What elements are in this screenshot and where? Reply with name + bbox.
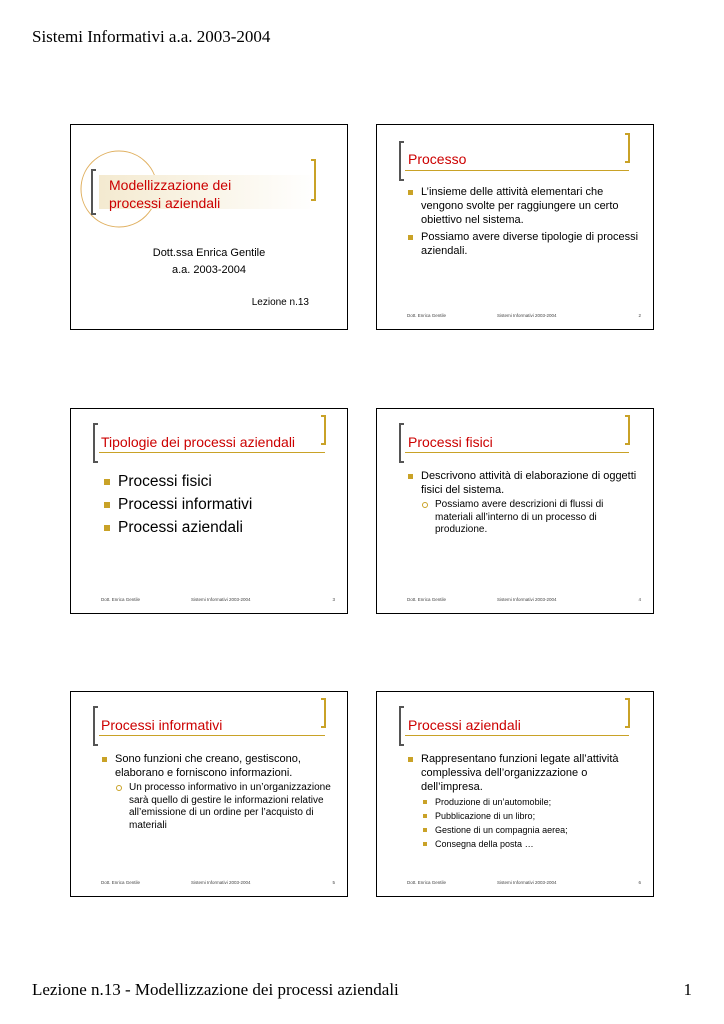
- academic-year: a.a. 2003-2004: [171, 264, 246, 276]
- footer-author: Dott. Enrica Gentile: [407, 313, 447, 318]
- sub-list: [421, 499, 641, 537]
- slide-title: Processi aziendali: [408, 717, 521, 733]
- slide-title: Processo: [408, 151, 467, 167]
- left-bracket: [399, 423, 404, 463]
- list-item: Rappresentano funzioni legate all’attività complessiva dell’organizzazione o dell’impresa. Produzione di un’automobile; Pubblicazione di un libro; Gestione di un compagnia aerea; Consegna della posta …: [407, 752, 641, 851]
- list-item: Processi informativi: [103, 494, 333, 515]
- bullet-circle-icon: [116, 785, 122, 791]
- footer-course: Sistemi Informativi 2003-2004: [497, 313, 557, 318]
- page-number: 1: [683, 980, 692, 999]
- slide-4: [376, 408, 654, 614]
- footer-page-number: 3: [332, 597, 335, 602]
- left-bracket: [93, 706, 98, 746]
- bullet-square-icon: [102, 757, 107, 762]
- slide-footer: [101, 880, 335, 888]
- title-underline: [99, 452, 325, 453]
- slide-title: Processi informativi: [101, 717, 223, 733]
- bullet-square-icon: [104, 479, 110, 485]
- footer-author: Dott. Enrica Gentile: [407, 597, 447, 602]
- footer-author: Dott. Enrica Gentile: [101, 597, 141, 602]
- right-bracket: [625, 698, 630, 728]
- bullet-list: [103, 471, 333, 540]
- sub-list-item: Un processo informativo in un’organizzazione sarà quello di gestire le informazioni relative all’emissione di un ordine per l’acquisto di materiali: [115, 782, 335, 832]
- sub-list-item: Gestione di un compagnia aerea;: [421, 824, 641, 837]
- bullet-square-icon: [104, 502, 110, 508]
- left-bracket: [399, 141, 404, 181]
- footer-page-number: 6: [638, 880, 641, 885]
- bullet-square-icon: [423, 800, 427, 804]
- right-bracket: [321, 415, 326, 445]
- bullet-square-icon: [408, 235, 413, 240]
- footer-page-number: 4: [638, 597, 641, 602]
- footer-page-number: 5: [332, 880, 335, 885]
- footer-course: Sistemi Informativi 2003-2004: [497, 597, 557, 602]
- bullet-square-icon: [408, 757, 413, 762]
- title-underline: [99, 735, 325, 736]
- slide-5: [70, 691, 348, 897]
- slide-2: [376, 124, 654, 330]
- right-bracket: [311, 159, 316, 201]
- bullet-square-icon: [423, 828, 427, 832]
- list-item: Processi aziendali: [103, 517, 333, 538]
- list-item: Processi fisici: [103, 471, 333, 492]
- slide-3: [70, 408, 348, 614]
- slide-title: Processi fisici: [408, 434, 493, 450]
- bullet-list: [101, 752, 335, 835]
- footer-author: Dott. Enrica Gentile: [407, 880, 447, 885]
- list-item: Descrivono attività di elaborazione di oggetti fisici del sistema. Possiamo avere descrizioni di flussi di materiali all’interno di un processo di produzione.: [407, 469, 641, 537]
- right-bracket: [321, 698, 326, 728]
- list-item: L’insieme delle attività elementari che vengono svolte per raggiungere un certo obiettivo nel sistema.: [407, 185, 639, 227]
- page-footer: Lezione n.13 - Modellizzazione dei processi aziendali: [32, 980, 399, 999]
- bullet-square-icon: [104, 525, 110, 531]
- bullet-square-icon: [408, 474, 413, 479]
- slide-title-line1: Modellizzazione dei: [109, 177, 232, 193]
- slide-footer: [407, 880, 641, 888]
- slide-footer: [407, 597, 641, 605]
- slide-footer: [101, 597, 335, 605]
- footer-course: Sistemi Informativi 2003-2004: [191, 597, 251, 602]
- footer-page-number: 2: [638, 313, 641, 318]
- slide-footer: [407, 313, 641, 321]
- bullet-square-icon: [408, 190, 413, 195]
- slide-title: Tipologie dei processi aziendali: [101, 434, 296, 450]
- left-bracket: [399, 706, 404, 746]
- title-underline: [405, 452, 629, 453]
- list-item: Possiamo avere diverse tipologie di processi aziendali.: [407, 230, 639, 258]
- title-underline: [405, 170, 629, 171]
- sub-list-item: Pubblicazione di un libro;: [421, 810, 641, 823]
- right-bracket: [625, 415, 630, 445]
- list-item: Sono funzioni che creano, gestiscono, elaborano e forniscono informazioni. Un processo informativo in un’organizzazione sarà quello di gestire le informazioni relative all’emissione di un ordine per l’acquisto di materiali: [101, 752, 335, 832]
- slide-6: [376, 691, 654, 897]
- bullet-list: [407, 752, 641, 854]
- sub-list-item: Produzione di un’automobile;: [421, 796, 641, 809]
- sub-list-item: Possiamo avere descrizioni di flussi di materiali all’interno di un processo di produzione.: [421, 499, 641, 537]
- footer-course: Sistemi Informativi 2003-2004: [191, 880, 251, 885]
- left-bracket: [93, 423, 98, 463]
- footer-author: Dott. Enrica Gentile: [101, 880, 141, 885]
- sub-list-item: Consegna della posta …: [421, 838, 641, 851]
- page-header: Sistemi Informativi a.a. 2003-2004: [32, 27, 271, 46]
- sub-list: [115, 782, 335, 832]
- bullet-list: [407, 185, 639, 261]
- bullet-circle-icon: [422, 502, 428, 508]
- author: Dott.ssa Enrica Gentile: [152, 247, 266, 259]
- lesson-number: Lezione n.13: [251, 297, 309, 308]
- right-bracket: [625, 133, 630, 163]
- title-underline: [405, 735, 629, 736]
- bullet-list: [407, 469, 641, 540]
- slide-1: [70, 124, 348, 330]
- bullet-square-icon: [423, 814, 427, 818]
- slide-title-line2: processi aziendali: [109, 195, 221, 211]
- footer-course: Sistemi Informativi 2003-2004: [497, 880, 557, 885]
- bullet-square-icon: [423, 842, 427, 846]
- sub-list: [421, 796, 641, 851]
- left-bracket: [91, 169, 96, 215]
